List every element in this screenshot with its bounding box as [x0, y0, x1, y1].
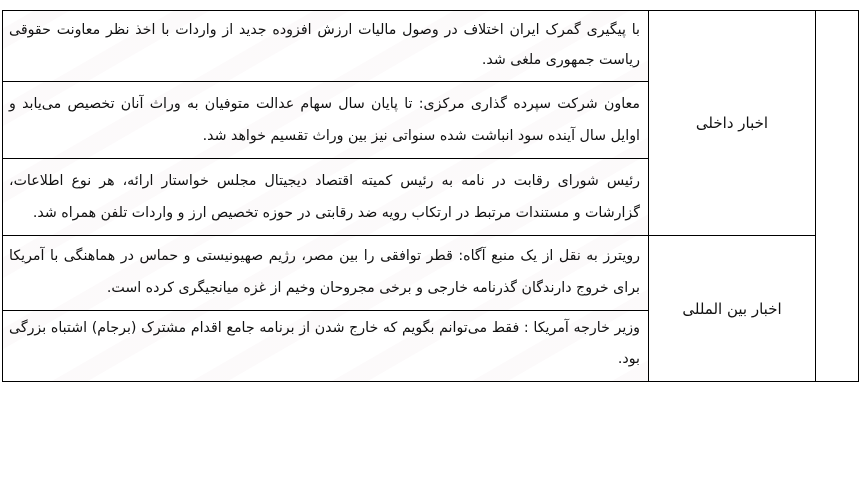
items-cell-domestic	[3, 11, 649, 236]
category-cell-domestic	[649, 11, 816, 236]
news-item: رئیس شورای رقابت در نامه به رئیس کمیته اقتصاد دیجیتال مجلس خواستار ارائه، هر نوع اطلاعات، گزارشات و مستندات مرتبط در ارتکاب رویه ضد رقابتی در حوزه تخصیص ارز و واردات تلفن همراه شد.	[3, 158, 648, 235]
news-table	[2, 10, 859, 382]
news-item: با پیگیری گمرک ایران اختلاف در وصول مالیات ارزش افزوده جدید از واردات با اخذ نظر معاونت حقوقی ریاست جمهوری ملغی شد.	[3, 11, 648, 81]
news-item: رویترز به نقل از یک منبع آگاه: قطر توافقی را بین مصر، رژیم صهیونیستی و حماس در هماهنگی با آمریکا برای خروج دارندگان گذرنامه خارجی و برخی مجروحان وخیم از غزه میانجیگری کرده است.	[3, 236, 648, 310]
category-label: اخبار داخلی	[695, 114, 769, 132]
section-row-international	[3, 236, 859, 382]
news-item: معاون شرکت سپرده گذاری مرکزی: تا پایان سال سهام عدالت متوفیان به وراث آنان تخصیص می‌یابد و اوایل سال آینده سود انباشت شده سنواتی نیز بین وراث تقسیم خواهد شد.	[3, 81, 648, 158]
index-column-cell	[816, 11, 859, 382]
items-cell-international	[3, 236, 649, 382]
news-item: وزیر خارجه آمریکا : فقط می‌توانم بگویم که خارج شدن از برنامه جامع اقدام مشترک (برجام) اشتباه بزرگی بود.	[3, 310, 648, 381]
category-label: اخبار بین المللی	[682, 299, 782, 318]
section-row-domestic	[3, 11, 859, 236]
category-cell-international	[649, 236, 816, 382]
